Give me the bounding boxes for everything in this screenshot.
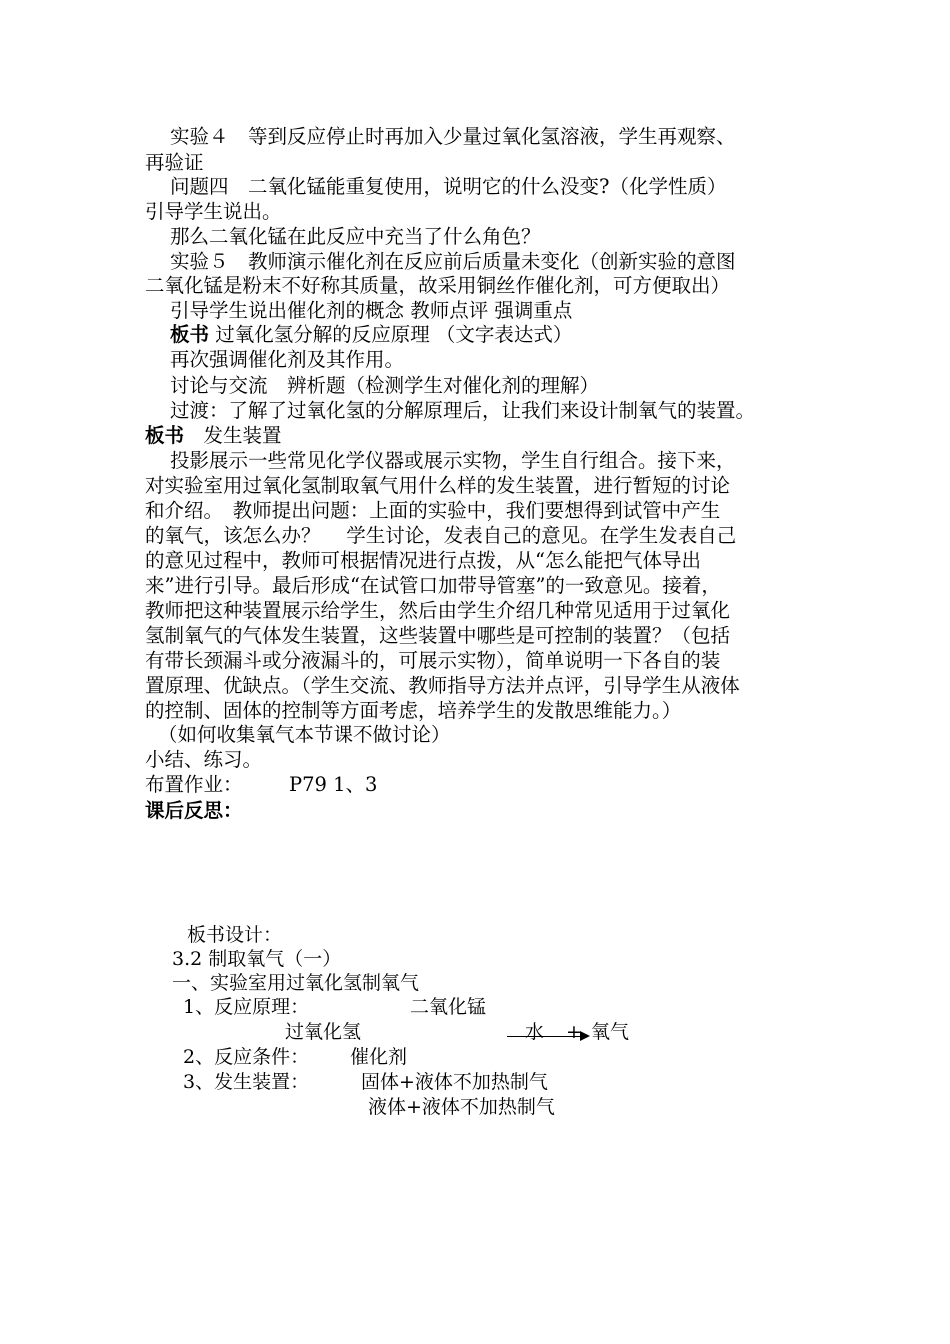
paragraph-line: 对实验室用过氧化氢制取氧气用什么样的发生装置，进行暂短的讨论 <box>145 474 731 497</box>
product-oxygen: 氧气 <box>591 1021 630 1043</box>
paragraph-line: 的意见过程中，教师可根据情况进行点拨，从“怎么能把气体导出 <box>145 549 701 572</box>
paragraph-line: 实验５ 教师演示催化剂在反应前后质量未变化（创新实验的意图 <box>170 250 736 273</box>
apparatus-value-1: 固体+液体不加热制气 <box>361 1071 548 1093</box>
reaction-principle-label: 1、反应原理： <box>183 996 310 1018</box>
paragraph-line: 实验４ 等到反应停止时再加入少量过氧化氢溶液，学生再观察、 <box>170 125 736 148</box>
reactant-label: 过氧化氢 <box>285 1021 362 1043</box>
paragraph-line: 问题四 二氧化锰能重复使用，说明它的什么没变?（化学性质） <box>170 175 727 198</box>
paragraph-line: 投影展示一些常见化学仪器或展示实物，学生自行组合。接下来， <box>170 449 736 472</box>
paragraph-line: 再次强调催化剂及其作用。 <box>170 348 405 371</box>
paragraph-line: 引导学生说出。 <box>145 200 282 223</box>
plus-sign: + <box>566 1021 582 1043</box>
reaction-condition-value: 催化剂 <box>350 1046 408 1068</box>
paragraph-line: 氢制氧气的气体发生装置，这些装置中哪些是可控制的装置？（包括 <box>145 624 731 647</box>
paragraph-line: 的控制、固体的控制等方面考虑，培养学生的发散思维能力。） <box>145 699 682 722</box>
paragraph-line: 引导学生说出催化剂的概念 教师点评 强调重点 <box>170 299 573 322</box>
homework-label: 布置作业： <box>145 773 243 796</box>
reflection-heading: 课后反思： <box>145 799 243 822</box>
paragraph-line: 有带长颈漏斗或分液漏斗的，可展示实物），简单说明一下各自的装 <box>145 649 721 672</box>
board-section: 一、实验室用过氧化氢制氧气 <box>172 972 420 994</box>
paragraph-line: 二氧化锰是粉末不好称其质量，故采用铜丝作催化剂，可方便取出） <box>145 274 731 297</box>
paragraph-line: 再验证 <box>145 151 204 174</box>
paragraph-line: 那么二氧化锰在此反应中充当了什么角色？ <box>170 225 541 248</box>
reaction-condition-label: 2、反应条件： <box>183 1046 310 1068</box>
board-note-text: 过氧化氢分解的反应原理 （文字表达式） <box>209 323 573 346</box>
apparatus-value-2: 液体+液体不加热制气 <box>368 1096 555 1118</box>
reaction-arrow-icon <box>580 1031 590 1041</box>
paragraph-line: 过渡：了解了过氧化氢的分解原理后，让我们来设计制氧气的装置。 <box>170 399 756 422</box>
apparatus-label: 3、发生装置： <box>183 1071 310 1093</box>
board-design-title: 板书设计： <box>187 924 283 946</box>
paragraph-line: 小结、练习。 <box>145 748 263 771</box>
catalyst-label: 二氧化锰 <box>410 996 487 1018</box>
board-heading: 3.2 制取氧气（一） <box>172 948 342 970</box>
board-note-text: 发生装置 <box>184 424 282 447</box>
homework-line <box>145 772 378 797</box>
reaction-arrow-line <box>507 1036 583 1037</box>
paragraph-line: 置原理、优缺点。（学生交流、教师指导方法并点评，引导学生从液体 <box>145 674 740 697</box>
paragraph-line: （如何收集氧气本节课不做讨论） <box>158 723 451 746</box>
product-water: 水 <box>525 1021 545 1043</box>
paragraph-line: 讨论与交流 辨析题（检测学生对催化剂的理解） <box>170 374 600 397</box>
homework-value: P79 1、3 <box>289 773 378 796</box>
paragraph-line: 教师把这种装置展示给学生，然后由学生介绍几种常见适用于过氧化 <box>145 599 731 622</box>
board-note-line <box>145 423 282 448</box>
paragraph-line: 来”进行引导。最后形成“在试管口加带导管塞”的一致意见。接着， <box>145 574 721 597</box>
paragraph-line: 的氧气，该怎么办？ 学生讨论，发表自己的意见。在学生发表自己 <box>145 524 737 547</box>
board-label: 板书 <box>145 424 185 447</box>
board-label: 板书 <box>170 323 210 346</box>
paragraph-line: 和介绍。 教师提出问题：上面的实验中，我们要想得到试管中产生 <box>145 499 721 522</box>
board-note-line <box>170 322 572 347</box>
